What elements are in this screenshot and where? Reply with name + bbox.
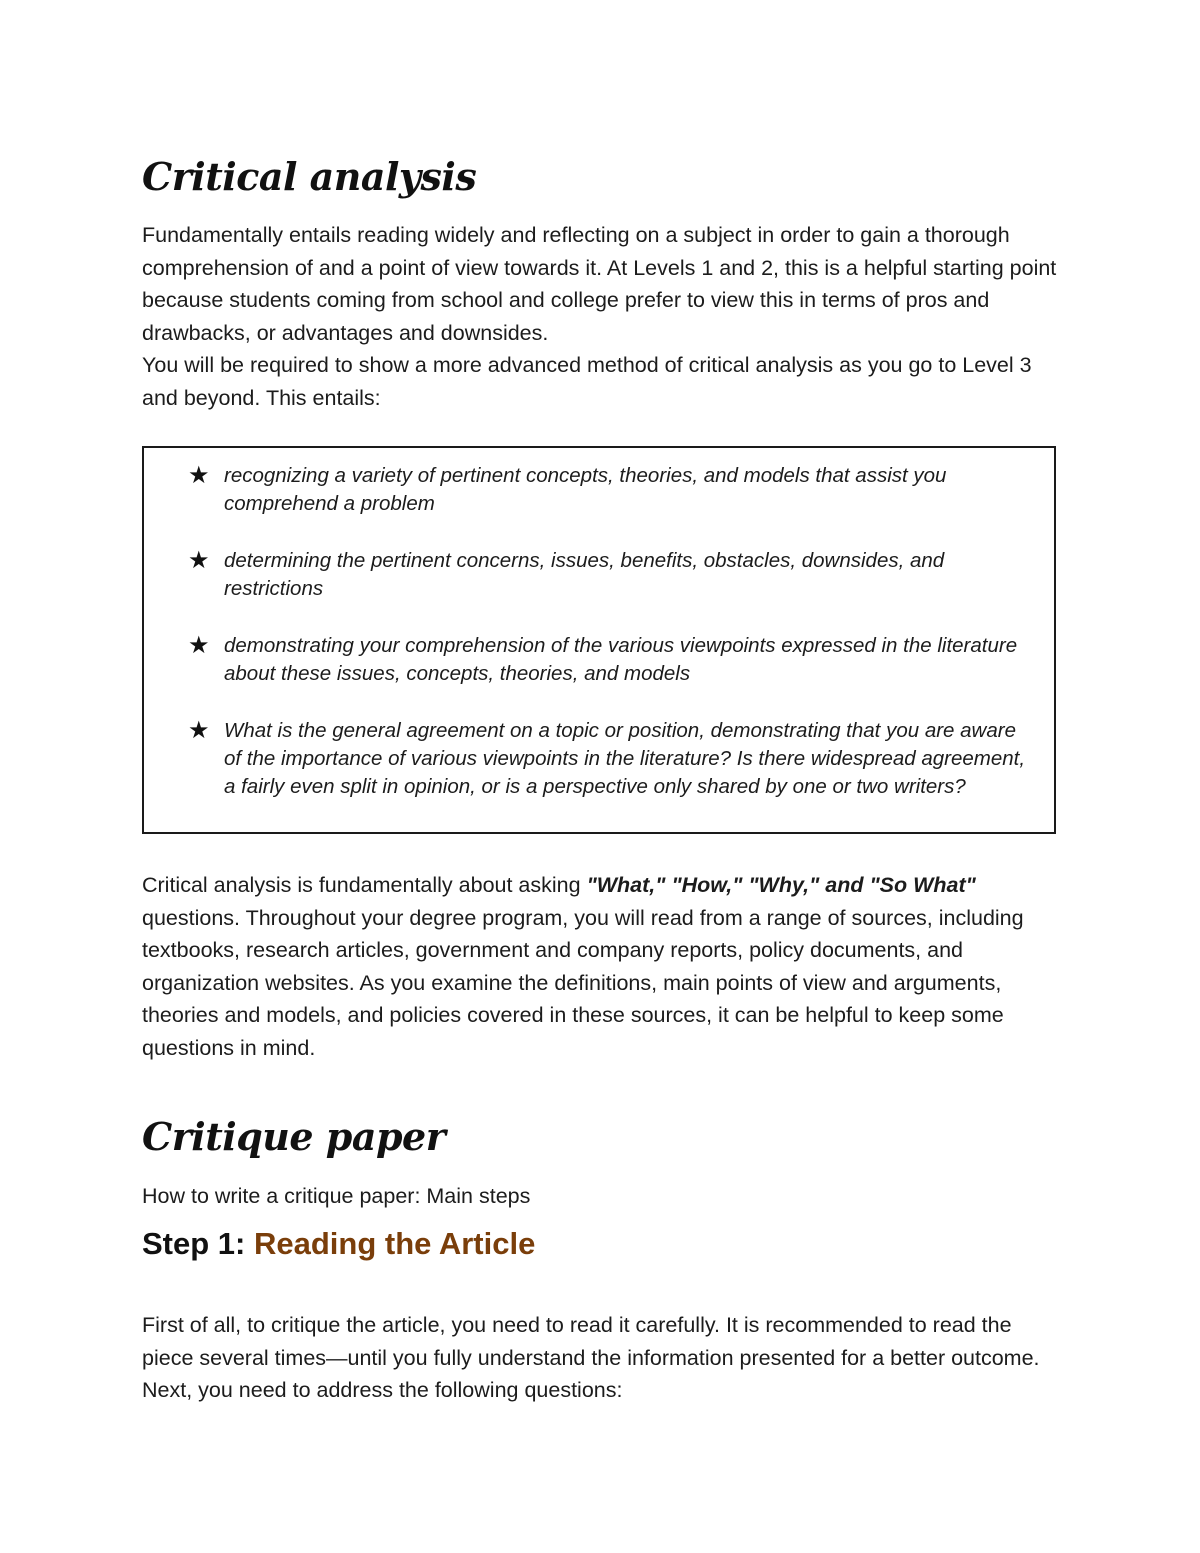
intro-paragraph-continued: You will be required to show a more advanced method of critical analysis as you go to Level 3 and beyond. This entails: bbox=[142, 353, 1032, 410]
section-title-critical-analysis: Critical analysis bbox=[142, 154, 477, 199]
star-icon: ★ bbox=[188, 632, 210, 659]
step-1-title: Reading the Article bbox=[253, 1226, 536, 1261]
bullet-text: What is the general agreement on a topic or position, demonstrating that you are aware of the importance of various viewpoints in the literature? Is there widespread agreement, a fairly even split in opinion, or is a perspective only shared by one or two writers? bbox=[224, 719, 1026, 798]
analysis-emphasis: "What," "How," "Why," and "So What" bbox=[586, 873, 976, 897]
bullet-text: demonstrating your comprehension of the various viewpoints expressed in the literature about these issues, concepts, theories, and models bbox=[224, 634, 1018, 685]
bullet-list bbox=[188, 462, 1028, 830]
intro-paragraph: Fundamentally entails reading widely and reflecting on a subject in order to gain a thorough comprehension of and a point of view towards it. At Levels 1 and 2, this is a helpful starting point because students coming from school and college prefer to view this in terms of pros and drawbacks, or advantages and downsides. bbox=[142, 223, 1057, 345]
step-1-heading bbox=[142, 1224, 535, 1264]
analysis-rest: questions. Throughout your degree program, you will read from a range of sources, including textbooks, research articles, government and company reports, policy documents, and organization websites. As you examine the definitions, main points of view and arguments, theories and models, and policies covered in these sources, it can be helpful to keep some questions in mind. bbox=[142, 905, 1024, 1060]
bullet-item bbox=[188, 632, 1028, 688]
analysis-paragraph bbox=[142, 869, 1062, 1064]
intro-block bbox=[142, 219, 1062, 414]
section-title-critique-paper: Critique paper bbox=[142, 1114, 446, 1159]
star-icon: ★ bbox=[188, 717, 210, 744]
analysis-lead: Critical analysis is fundamentally about asking bbox=[142, 873, 587, 897]
critique-subtitle: How to write a critique paper: Main steps bbox=[142, 1184, 531, 1208]
step-1-paragraph: First of all, to critique the article, you need to read it carefully. It is recommended to read the piece several times—until you fully understand the information presented for a better outcome. Next, you need to address the following questions: bbox=[142, 1313, 1040, 1402]
bullet-item bbox=[188, 462, 1028, 518]
star-icon: ★ bbox=[188, 462, 210, 489]
callout-box bbox=[142, 446, 1056, 834]
bullet-text: determining the pertinent concerns, issues, benefits, obstacles, downsides, and restrictions bbox=[224, 549, 945, 600]
step-1-prefix: Step 1: bbox=[142, 1226, 254, 1261]
bullet-text: recognizing a variety of pertinent concepts, theories, and models that assist you comprehend a problem bbox=[224, 464, 947, 515]
bullet-item bbox=[188, 547, 1028, 603]
star-icon: ★ bbox=[188, 547, 210, 574]
bullet-item bbox=[188, 717, 1028, 801]
